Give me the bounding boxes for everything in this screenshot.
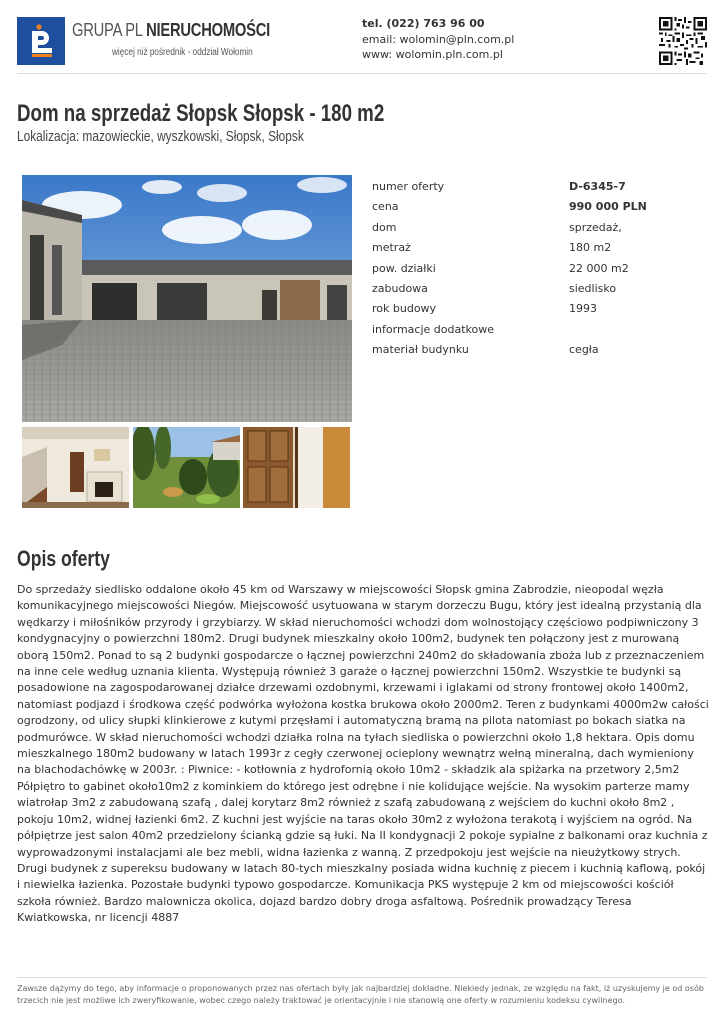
param-label: dom [372, 220, 397, 234]
param-label: zabudowa [372, 281, 428, 295]
description-heading: Opis oferty [17, 546, 110, 571]
param-label: informacje dodatkowe [372, 322, 495, 336]
page-header [0, 0, 725, 74]
footer-divider [17, 977, 707, 978]
contact-email[interactable]: email: wolomin@pln.com.pl [362, 32, 515, 46]
thumbnail-photo-1[interactable] [22, 427, 129, 508]
param-value: siedlisko [569, 281, 617, 295]
description-text: Do sprzedaży siedlisko oddalone około 45 km od Warszawy w miejscowości Słopsk gmina Zabrodzie, nieopodal węzła komunikacyjnego miejscowości Niegów. Miejscowość usytuowana w starym dorzeczu Bugu, który jest idealną przystanią dla wędkarzy i miłośników przyrody i grzybiarzy. W skład nieruchomości wchodzi dom wolnostojący częściowo podpiwniczony 3 kondygnacyjny o powierzchni 180m2. Drugi budynek mieszkalny około 100m2, budynek ten połączony jest z murowaną oborą 150m2. Ponad to są 2 budynki gospodarcze o łącznej powierzchni 240m2 do składowania zboża lub z przeznaczeniem na inne cele według uznania klienta. Występują również 3 garaże o łącznej powierzchni 150m2. Wszystkie te budynki są posadowione na zagospodarowanej działce drzewami ozdobnymi, krzewami i iglakami od strony frontowej około 1400m2, natomiast podjazd i środkowa część podwórka wyłożona kostka brukowa około 2000m2. Teren z budynkami 4000m2w całości ogrodzony, od ulicy słupki klinkierowe z kutymi przęsłami i automatyczną bramą na pilota natomiast po bokach siatka na podmurówce. W skład nieruchomości wchodzi działka rolna na tyłach siedliska o powierzchni około 1,8 hektara. Opis domu mieszkalnego 180m2 budowany w latach 1993r z cegły czerwonej ocieplony wewnątrz wełną mineralną, dach wymieniony na blachodachówkę w 2003r. : Piwnice: - kotłownia z hydrofornią około 10m2 - składzik ala spiżarka na przetwory 2,5m2 Półpiętro to gabinet około10m2 z kominkiem do którego jest odrębne i nie kolidujące wejście. Na wysokim parterze mamy wiatrołap 3m2 z zabudowaną szafą , dalej korytarz 8m2 również z szafą zabudowaną z wejściem do kuchni około 8m2 , pokoju 10m2, widnej łazienki 6m2. Z kuchni jest wyjście na taras około 30m2 z wyłożona terakotą i wyjściem na ogród. Na półpiętrze jest salon 40m2 przedzielony ścianką gdzie są łuki. Na II kondygnacji 2 pokoje sypialne z balkonami oraz kuchnia z wyprowadzonymi instalacjami ale bez mebli, widna łazienka z wanną. Z przedpokoju jest wejście na nieużytkowy strych. Drugi budynek z supereksu budowany w latach 80-tych mieszkalny posiada widna kuchnię z piecem i kuchnią kaflową, pokój i niewielka łazienka. Pozostałe budynki typowo gospodarcze. Komunikacja PKS występuje 2 km od miejscowości kościół szkoła również. Bardzo malownicza okolica, dojazd bardzo dobry droga asfaltową. Pośrednik prowadzący Teresa Kwiatkowska, nr licencji 4887 [17, 583, 709, 925]
contact-phone[interactable]: tel. (022) 763 96 00 [362, 17, 485, 30]
param-value: 1993 [569, 302, 597, 316]
param-label: metraż [372, 241, 411, 255]
brand-tagline: więcej niż pośrednik - oddział Wołomin [112, 47, 253, 58]
contact-website[interactable]: www: wolomin.pln.com.pl [362, 48, 503, 61]
param-value: D-6345-7 [569, 180, 626, 193]
param-value: 990 000 PLN [569, 200, 647, 214]
listing-location: Lokalizacja: mazowieckie, wyszkowski, Słopsk, Słopsk [17, 129, 304, 145]
param-label: cena [372, 200, 399, 214]
thumbnail-photo-2[interactable] [133, 427, 240, 508]
brand-name [72, 20, 270, 41]
param-label: rok budowy [372, 302, 437, 316]
pl-logo-icon[interactable] [17, 17, 65, 65]
param-value: cegła [569, 343, 599, 357]
main-property-photo[interactable] [22, 175, 352, 422]
qr-code-icon [659, 17, 707, 65]
listing-title: Dom na sprzedaż Słopsk Słopsk - 180 m2 [17, 100, 385, 127]
brand-bold: NIERUCHOMOŚCI [146, 20, 270, 40]
param-label: pow. działki [372, 261, 436, 275]
param-value: 180 m2 [569, 241, 612, 255]
thumbnail-photo-3[interactable] [243, 427, 350, 508]
footer-disclaimer: Zawsze dążymy do tego, aby informacje o proponowanych przez nas ofertach były jak najbardziej dokładne. Niekiedy jednak, ze względu na fakt, iż uzyskujemy je od osób trzecich nie jest możliwe ich zweryfikowanie, wobec czego należy traktować je orientacyjnie i nie stanowią one oferty w rozumieniu kodeksu cywilnego. [17, 984, 704, 1005]
param-label: numer oferty [372, 180, 445, 193]
param-value: sprzedaż, [569, 220, 622, 234]
header-divider [17, 73, 707, 74]
brand-light: GRUPA PL [72, 20, 147, 40]
contact-info [362, 16, 514, 63]
param-value: 22 000 m2 [569, 261, 629, 275]
param-label: materiał budynku [372, 343, 469, 357]
